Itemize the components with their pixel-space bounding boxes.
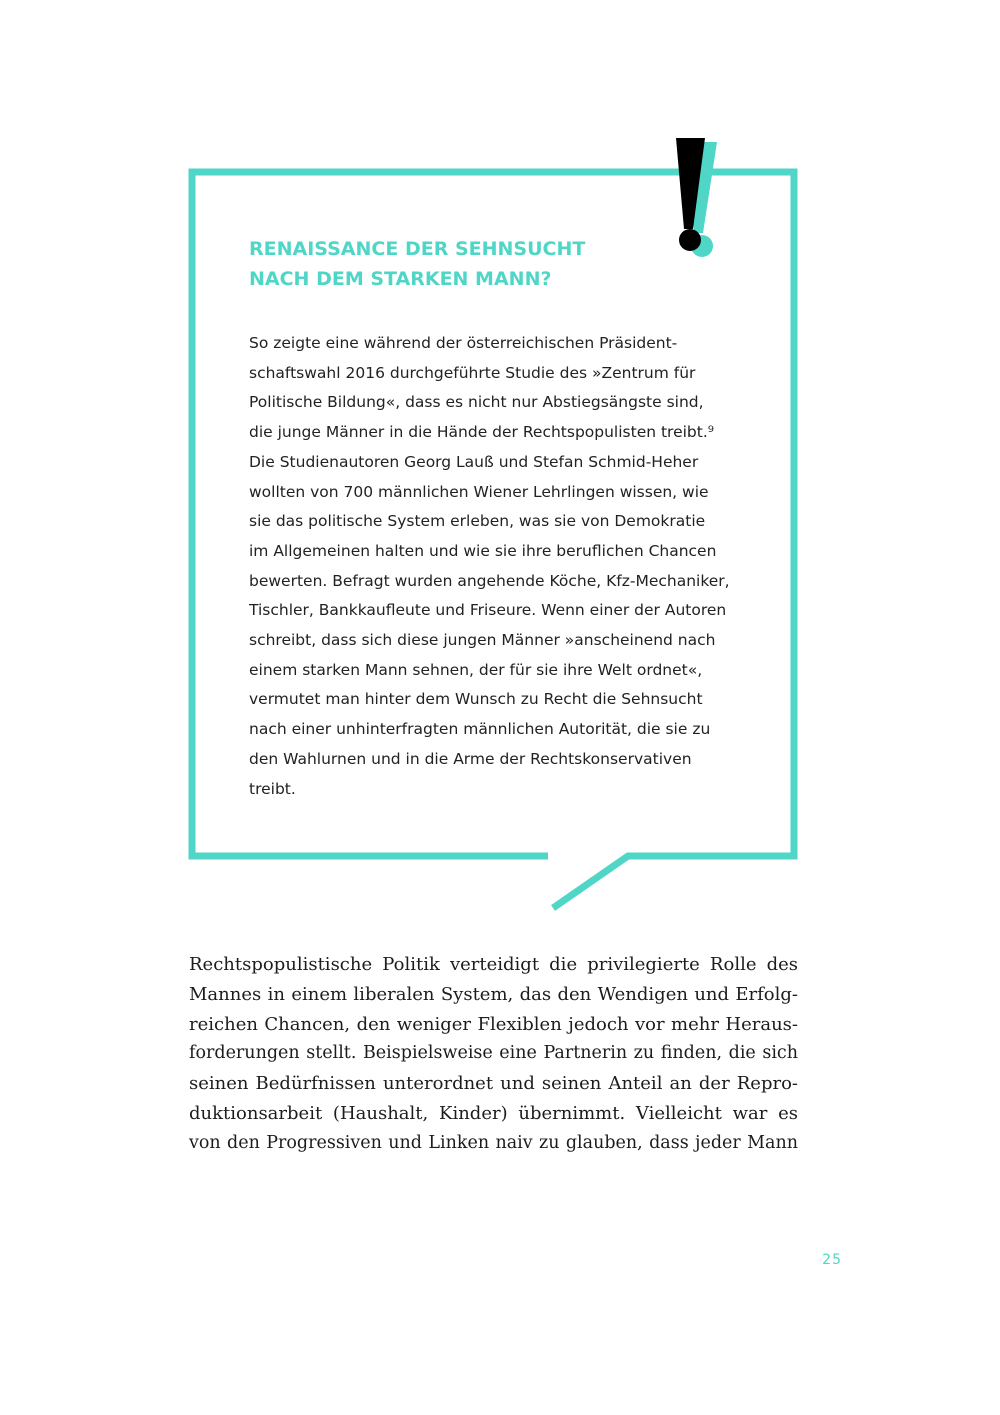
infobox-body-line: einem starken Mann sehnen, der für sie ihre Welt ordnet«, bbox=[249, 660, 703, 679]
main-text-line: reichen Chancen, den weniger Flexiblen jedoch vor mehr Heraus- bbox=[189, 1013, 798, 1035]
infobox-title-line: NACH DEM STARKEN MANN? bbox=[249, 268, 552, 290]
infobox-body-line: treibt. bbox=[249, 779, 296, 798]
infobox-body-line: im Allgemeinen halten und wie sie ihre beruflichen Chancen bbox=[249, 541, 717, 560]
infobox-body-line: So zeigte eine während der österreichischen Präsident- bbox=[249, 334, 678, 352]
infobox-body-line: sie das politische System erleben, was sie von Demokratie bbox=[249, 512, 706, 531]
infobox-body-line: Tischler, Bankkaufleute und Friseure. Wenn einer der Autoren bbox=[249, 601, 727, 620]
main-text-line: Rechtspopulistische Politik verteidigt die privilegierte Rolle des bbox=[189, 954, 798, 975]
infobox-title-line: RENAISSANCE DER SEHNSUCHT bbox=[249, 238, 586, 260]
infobox-body-line: Die Studienautoren Georg Lauß und Stefan Schmid-Heher bbox=[249, 452, 699, 471]
infobox-body-line: nach einer unhinterfragten männlichen Autorität, die sie zu bbox=[249, 720, 711, 739]
page-number: 25 bbox=[822, 1252, 842, 1268]
infobox-body bbox=[249, 329, 764, 804]
main-text-line: von den Progressiven und Linken naiv zu glauben, dass jeder Mann bbox=[189, 1132, 798, 1153]
infobox-body-line: schreibt, dass sich diese jungen Männer »anscheinend nach bbox=[249, 631, 716, 650]
infobox-title bbox=[249, 234, 764, 294]
infobox-body-line: bewerten. Befragt wurden angehende Köche, Kfz-Mechaniker, bbox=[249, 571, 730, 590]
infobox bbox=[249, 234, 764, 804]
main-text-line: forderungen stellt. Beispielsweise eine Partnerin zu finden, die sich bbox=[189, 1043, 798, 1064]
infobox-body-line: schaftswahl 2016 durchgeführte Studie des »Zentrum für bbox=[249, 363, 696, 382]
infobox-body-line: wollten von 700 männlichen Wiener Lehrlingen wissen, wie bbox=[249, 482, 709, 501]
infobox-body-line: vermutet man hinter dem Wunsch zu Recht die Sehnsucht bbox=[249, 690, 703, 709]
infobox-body-line: den Wahlurnen und in die Arme der Rechtskonservativen bbox=[249, 749, 692, 768]
main-paragraph bbox=[189, 950, 798, 1159]
main-text-line: Mannes in einem liberalen System, das den Wendigen und Erfolg- bbox=[189, 983, 798, 1005]
main-text-line: duktionsarbeit (Haushalt, Kinder) übernimmt. Vielleicht war es bbox=[189, 1102, 798, 1124]
infobox-body-line: die junge Männer in die Hände der Rechtspopulisten treibt.⁹ bbox=[249, 423, 714, 442]
infobox-body-line: Politische Bildung«, dass es nicht nur Abstiegsängste sind, bbox=[249, 393, 704, 412]
main-text-line: seinen Bedürfnissen unterordnet und seinen Anteil an der Repro- bbox=[189, 1073, 798, 1095]
